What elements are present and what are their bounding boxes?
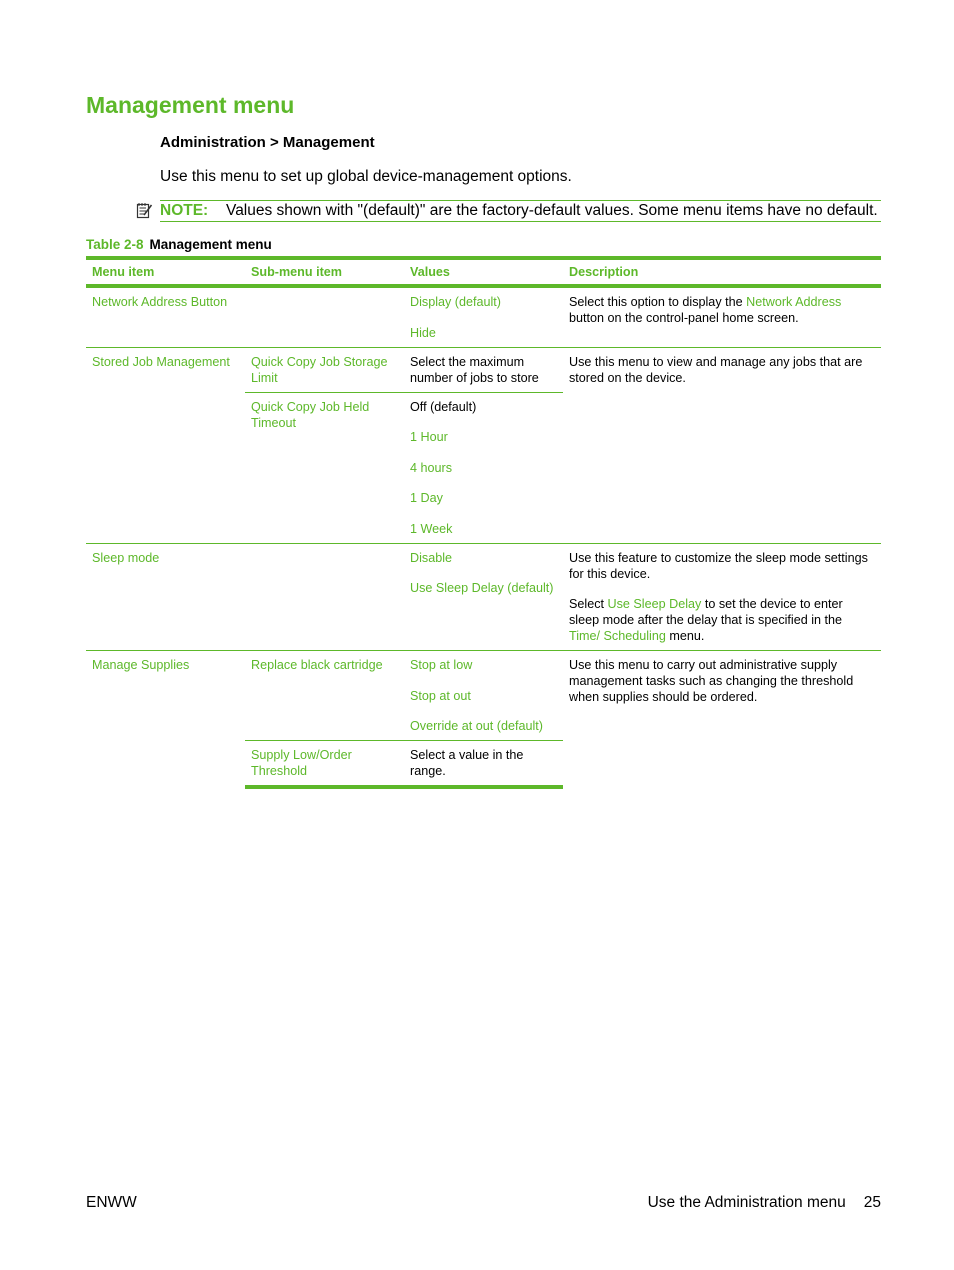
management-menu-table bbox=[86, 256, 881, 789]
values-cell: Select the maximum number of jobs to store bbox=[404, 347, 563, 392]
table-row bbox=[86, 347, 881, 392]
description-text: button on the control-panel home screen. bbox=[569, 311, 799, 325]
value-link[interactable]: Disable bbox=[410, 550, 452, 565]
table-row bbox=[86, 286, 881, 347]
footer-section: Use the Administration menu bbox=[647, 1194, 846, 1211]
values-cell bbox=[404, 392, 563, 543]
note-label: NOTE: bbox=[160, 202, 209, 219]
menu-item-link[interactable]: Stored Job Management bbox=[86, 347, 245, 543]
description-cell: Use this menu to carry out administrative supply management tasks such as changing the threshold when supplies should be ordered. bbox=[563, 651, 881, 788]
table-caption-title: Management menu bbox=[149, 237, 272, 252]
header-description: Description bbox=[563, 258, 881, 286]
sub-menu-cell bbox=[245, 286, 404, 347]
description-link[interactable]: Time/ Scheduling bbox=[569, 629, 666, 643]
value-link[interactable]: Display (default) bbox=[410, 295, 501, 309]
table-caption bbox=[86, 237, 272, 252]
description-link[interactable]: Network Address bbox=[746, 295, 842, 309]
description-link[interactable]: Use Sleep Delay bbox=[607, 597, 702, 611]
footer-left: ENWW bbox=[86, 1194, 137, 1211]
description-text: menu. bbox=[665, 629, 705, 643]
values-cell bbox=[404, 543, 563, 651]
note-bottom-rule bbox=[160, 221, 881, 222]
description-text: to set the device to enter sleep mode after the delay that is specified in the bbox=[569, 597, 843, 627]
values-cell: Select a value in the range. bbox=[404, 741, 563, 788]
menu-item-link[interactable]: Manage Supplies bbox=[86, 651, 245, 788]
sub-menu-link[interactable]: Quick Copy Job Storage Limit bbox=[245, 347, 404, 392]
sub-menu-link[interactable]: Supply Low/Order Threshold bbox=[245, 741, 404, 788]
table-number: Table 2-8 bbox=[86, 237, 144, 252]
sub-menu-link[interactable]: Replace black cartridge bbox=[245, 651, 404, 741]
value-link[interactable]: Stop at out bbox=[410, 688, 471, 703]
menu-path: Administration > Management bbox=[160, 134, 375, 151]
value-link[interactable]: 1 Day bbox=[410, 491, 443, 505]
value-link[interactable]: 1 Hour bbox=[410, 430, 448, 444]
sub-menu-cell bbox=[245, 543, 404, 651]
value-link[interactable]: 1 Week bbox=[410, 521, 453, 536]
sub-menu-link[interactable]: Quick Copy Job Held Timeout bbox=[245, 392, 404, 543]
note-text: Values shown with "(default)" are the factory-default values. Some menu items have no default. bbox=[226, 202, 878, 219]
value-link[interactable]: Override at out (default) bbox=[410, 719, 543, 733]
menu-item-link[interactable]: Network Address Button bbox=[86, 286, 245, 347]
header-sub-menu-item: Sub-menu item bbox=[245, 258, 404, 286]
intro-text: Use this menu to set up global device-management options. bbox=[160, 168, 572, 185]
value-link[interactable]: Hide bbox=[410, 325, 436, 340]
page-title: Management menu bbox=[86, 92, 295, 118]
description-text: Select this option to display the bbox=[569, 295, 747, 309]
page-number: 25 bbox=[863, 1194, 881, 1211]
table-row bbox=[86, 651, 881, 741]
footer-right bbox=[648, 1194, 881, 1212]
values-cell bbox=[404, 286, 563, 347]
menu-item-link[interactable]: Sleep mode bbox=[86, 543, 245, 651]
table-row bbox=[86, 543, 881, 651]
value-text: Off (default) bbox=[410, 399, 477, 414]
value-link[interactable]: Stop at low bbox=[410, 658, 473, 672]
description-text: Select bbox=[569, 597, 608, 611]
description-paragraph bbox=[569, 596, 875, 644]
header-menu-item: Menu item bbox=[86, 258, 245, 286]
values-cell bbox=[404, 651, 563, 741]
description-cell bbox=[563, 543, 881, 651]
description-cell: Use this menu to view and manage any jobs that are stored on the device. bbox=[563, 347, 881, 543]
note-box bbox=[136, 200, 881, 222]
table-header-row bbox=[86, 258, 881, 286]
value-link[interactable]: Use Sleep Delay (default) bbox=[410, 581, 554, 595]
note-top-rule bbox=[160, 200, 881, 201]
value-link[interactable]: 4 hours bbox=[410, 460, 453, 475]
description-cell bbox=[563, 286, 881, 347]
header-values: Values bbox=[404, 258, 563, 286]
description-text: Use this feature to customize the sleep mode settings for this device. bbox=[569, 550, 868, 581]
note-pad-icon bbox=[136, 202, 153, 219]
